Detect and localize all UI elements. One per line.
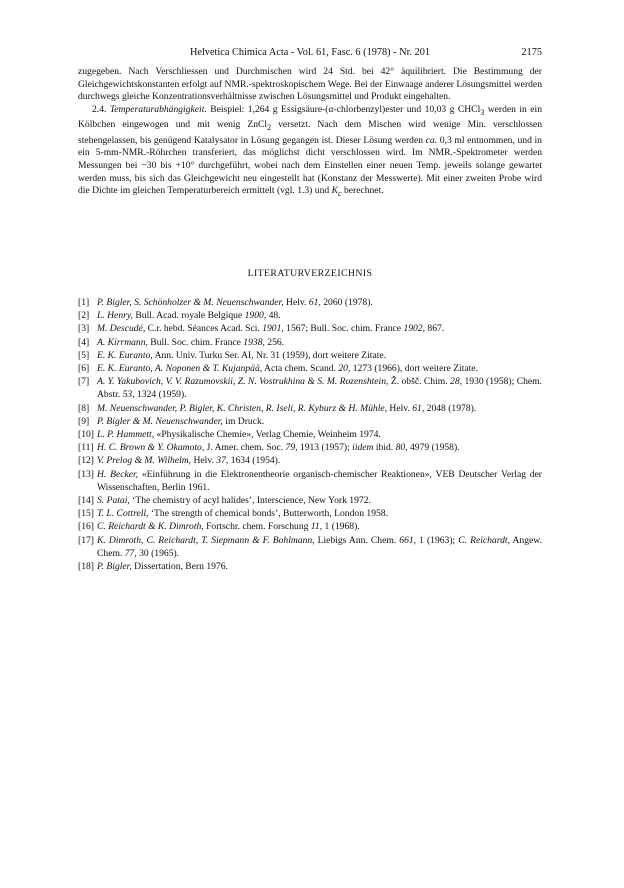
reference-text: 2060 (1978). xyxy=(320,297,373,308)
reference-text: Fortschr. chem. Forschung xyxy=(203,521,311,533)
body-text xyxy=(78,66,542,201)
reference-text: V. Prelog & M. Wilhelm, xyxy=(97,455,192,467)
reference-text: 1938, xyxy=(243,336,265,348)
reference-number: [3] xyxy=(78,323,90,335)
reference-text: 867. xyxy=(425,323,445,335)
reference-entry xyxy=(78,428,542,441)
reference-number: [7] xyxy=(78,376,90,388)
reference-text: 79, xyxy=(285,442,298,454)
reference-text: L. P. Hammett, xyxy=(97,429,155,441)
reference-text: iidem xyxy=(352,442,374,454)
reference-text: Helv. xyxy=(283,297,309,308)
reference-text: T. L. Cottrell, xyxy=(97,508,149,520)
reference-text: 11, xyxy=(310,521,323,533)
reference-entry xyxy=(78,362,542,375)
reference-text: S. Patai, xyxy=(97,495,130,507)
reference-text: C. Reichardt & K. Dimroth, xyxy=(97,521,204,533)
reference-text: Bull. Soc. chim. France xyxy=(147,336,244,348)
section-number: 2.4. xyxy=(92,103,107,115)
reference-text: J. Amer. chem. Soc. xyxy=(204,442,286,454)
reference-entry xyxy=(78,454,542,467)
reference-text: 4979 (1958). xyxy=(407,442,460,454)
reference-text: Ž. obšč. Chim. xyxy=(388,376,451,388)
reference-entry xyxy=(78,468,542,494)
reference-text: E. K. Euranto, A. Noponen & T. Kujanpää, xyxy=(97,363,263,375)
reference-text: E. K. Euranto, xyxy=(97,349,153,361)
reference-text: 30 (1965). xyxy=(136,547,180,559)
running-header xyxy=(78,46,542,60)
reference-text: ibid. xyxy=(373,442,396,454)
reference-text: L. Henry, xyxy=(97,310,133,322)
reference-text: Acta chem. Scand. xyxy=(262,363,339,375)
reference-number: [1] xyxy=(78,297,90,308)
reference-text: 80, xyxy=(395,442,408,454)
reference-number: [4] xyxy=(78,336,90,348)
reference-text: C. Reichardt, xyxy=(458,534,510,546)
reference-text: Dissertation, Bern 1976. xyxy=(131,561,228,573)
reference-text: M. Descudé, xyxy=(97,323,146,335)
reference-entry xyxy=(78,322,542,335)
reference-entry xyxy=(78,560,542,573)
reference-number: [8] xyxy=(78,402,90,414)
reference-entry xyxy=(78,507,542,520)
page-number: 2175 xyxy=(521,47,542,58)
reference-entry xyxy=(78,375,542,401)
reference-text: P. Bigler, xyxy=(97,561,132,573)
reference-text: «Einführung in die Elektronentheorie organisch-chemischer Reaktionen», VEB Deutscher Verlag der Wissenschaften, Berlin 1961. xyxy=(97,468,543,493)
reference-text: Helv. xyxy=(387,402,413,414)
reference-text: ‘The strength of chemical bonds’, Butterworth, London 1958. xyxy=(148,508,388,520)
reference-text: 28, xyxy=(450,376,463,388)
reference-text: H. Becker, xyxy=(97,468,139,480)
reference-number: [14] xyxy=(78,495,94,507)
reference-text: 1 (1963); xyxy=(416,534,459,546)
reference-entry xyxy=(78,336,542,349)
reference-text: P. Bigler & M. Neuenschwander, xyxy=(97,415,223,427)
reference-text: «Physikalische Chemie», Verlag Chemie, Weinheim 1974. xyxy=(154,429,381,441)
reference-number: [10] xyxy=(78,429,94,441)
reference-number: [11] xyxy=(78,442,94,454)
reference-text: 1567; Bull. Soc. chim. France xyxy=(283,323,404,335)
paragraph-equilibration: zugegeben. Nach Verschliessen und Durchmischen wird 24 Std. bei 42° äquilibriert. Die Bestimmung der Gleichgewichtskonstanten erfolgt auf NMR.-spektroskopischem Wege. Bei der Einwaage anderer Lösungsmittel werden durchwegs gleiche Konzentrationsverhältnisse zwischen Lösungsmittel und Produkt eingehalten. xyxy=(78,66,542,103)
reference-text: 20, xyxy=(338,363,351,375)
reference-text: 61, xyxy=(308,297,321,308)
reference-number: [9] xyxy=(78,415,90,427)
reference-entry xyxy=(78,534,542,560)
reference-text: P. Bigler, S. Schönholzer & M. Neuenschwander, xyxy=(97,297,284,308)
reference-text: 1 (1968). xyxy=(322,521,360,533)
paragraph-temperature-dependence: 2.4. Temperaturabhängigkeit. Beispiel: 1,264 g Essigsäure-(α-chlorbenzyl)ester und 10,03 g CHCl$_3$ werden in ein Kölbchen eingewogen und mit wenig ZnCl$_2$ versetzt. Nach dem Mischen wird wenige Min. verschlossen stehengelassen, bis genügend Katalysator in Lösung gegangen ist. Dieser Lösung werden ca. 0,3 ml entnommen, und in ein 5-mm-NMR.-Röhrchen transferiert, das möglichst dicht verschlossen wird. Im NMR.-Spektrometer werden Messungen bei −30 bis +10° durchgeführt, wobei nach dem Einstellen einer neuen Temp. jeweils solange gewartet werden muss, bis sich das Gleichgewicht neu eingestellt hat (Konstanz der Messwerte). Mit einer zweiten Probe wird die Dichte im gleichen Temperaturbereich ermittelt (vgl. 1.3) und $K_c$ berechnet. xyxy=(78,103,542,199)
reference-text: Helv. xyxy=(191,455,217,467)
reference-entry xyxy=(78,402,542,415)
reference-number: [17] xyxy=(78,534,94,546)
references-heading: LITERATURVERZEICHNIS xyxy=(247,268,373,279)
section-heading: Temperaturabhängigkeit. xyxy=(109,103,207,115)
reference-text: H. C. Brown & Y. Okamoto, xyxy=(97,442,205,454)
reference-entry xyxy=(78,296,542,309)
reference-number: [12] xyxy=(78,455,94,467)
reference-text: im Druck. xyxy=(222,415,265,427)
reference-text: A. Y. Yakubovich, V. V. Razumovskii, Z. N. Vostrukhina & S. M. Rozenshtein, xyxy=(97,376,389,388)
reference-text: 1913 (1957); xyxy=(297,442,353,454)
reference-text: 1901, xyxy=(262,323,284,335)
reference-text: C.r. hebd. Séances Acad. Sci. xyxy=(145,323,263,335)
journal-title: Helvetica Chimica Acta - Vol. 61, Fasc. 6 (1978) - Nr. 201 xyxy=(189,47,431,58)
reference-entry xyxy=(78,441,542,454)
reference-number: [15] xyxy=(78,508,94,520)
reference-text: 256. xyxy=(264,336,285,348)
reference-text: 661, xyxy=(399,534,417,546)
reference-entry xyxy=(78,415,542,428)
reference-number: [5] xyxy=(78,349,90,361)
reference-text: 77, xyxy=(124,547,137,559)
reference-number: [13] xyxy=(78,468,94,480)
reference-entry xyxy=(78,309,542,322)
reference-entry xyxy=(78,520,542,533)
reference-text: 1634 (1954). xyxy=(228,455,281,467)
reference-text: K. Dimroth, C. Reichardt, T. Siepmann & F. Bohlmann, xyxy=(97,534,315,546)
reference-list xyxy=(78,296,542,573)
reference-text: 53, xyxy=(122,389,135,401)
reference-text: 1324 (1959). xyxy=(134,389,187,401)
reference-number: [18] xyxy=(78,561,94,573)
reference-text: 2048 (1978). xyxy=(424,402,477,414)
reference-text: Liebigs Ann. Chem. xyxy=(314,534,400,546)
reference-text: 37, xyxy=(216,455,229,467)
reference-text: Ann. Univ. Turku Ser. AI, Nr. 31 (1959), dort weitere Zitate. xyxy=(152,349,387,361)
reference-text: A. Kirrmann, xyxy=(97,336,148,348)
reference-number: [16] xyxy=(78,521,94,533)
reference-text: 1900, xyxy=(244,310,267,322)
reference-entry xyxy=(78,494,542,507)
reference-text: 1273 (1966), dort weitere Zitate. xyxy=(350,363,478,375)
reference-text: M. Neuenschwander, P. Bigler, K. Christen, R. Iseli, R. Kyburz & H. Mühle, xyxy=(97,402,388,414)
reference-number: [2] xyxy=(78,310,90,322)
reference-text: Angew. Chem. xyxy=(97,534,542,559)
reference-text: Bull. Acad. royale Belgique xyxy=(132,310,245,322)
reference-text: 48. xyxy=(266,310,281,322)
reference-number: [6] xyxy=(78,363,90,375)
reference-text: ‘The chemistry of acyl halides’, Interscience, New York 1972. xyxy=(129,495,371,507)
reference-entry xyxy=(78,349,542,362)
reference-text: 1902, xyxy=(403,323,426,335)
reference-text: 1930 (1958); Chem. Abstr. xyxy=(97,376,543,401)
reference-text: 61, xyxy=(412,402,425,414)
